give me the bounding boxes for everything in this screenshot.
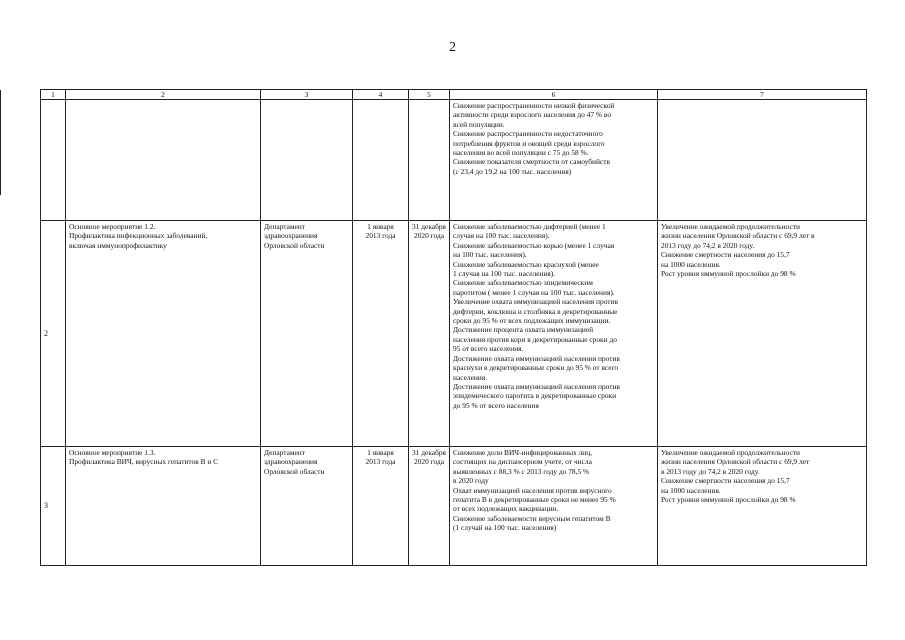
cell-text-line: Увеличение ожидаемой продолжительности: [661, 448, 800, 457]
executor-cell: [261, 100, 353, 221]
cell-text-line: Снижение заболеваемостью дифтерией (менее 1: [453, 222, 606, 231]
cell-text-line: населения против кори в декретированные сроки до: [453, 334, 617, 344]
cell-text-line: от всех подлежащих вакцинации.: [453, 504, 559, 514]
cell-text-line: до 95 % от всего населения: [453, 400, 539, 410]
row-number-cell: 3: [41, 447, 66, 566]
cell-text-line: в 2013 году до 74,2 в 2020 году.: [661, 466, 760, 476]
header-cell: 2: [66, 90, 261, 100]
cell-text-line: населения.: [453, 372, 488, 382]
cell-text-line: Основное мероприятие 1.3.: [69, 448, 156, 457]
cell-text-line: 31 декабря: [412, 222, 446, 231]
start-date-cell: [353, 100, 409, 221]
cell-text-line: 1 случая на 100 тыс. населения).: [453, 269, 556, 279]
cell-text-line: случая на 100 тыс. населения).: [453, 231, 550, 241]
cell-text-line: в 2020 году: [453, 476, 489, 486]
cell-text-line: потребления фруктов и овощей среди взрослого: [453, 138, 605, 148]
cell-text-line: Снижение заболеваемостью эпидемическим: [453, 278, 593, 288]
row-number-cell: [41, 100, 66, 221]
cell-text-line: Рост уровня иммунной прослойки до 98 %: [661, 269, 796, 279]
indicators-cell: [658, 100, 867, 221]
header-cell: 4: [353, 90, 409, 100]
cell-text-line: Основное мероприятие 1.2.: [69, 222, 156, 231]
table-row: [41, 221, 867, 447]
cell-text-line: Увеличение охвата иммунизацией населения против: [453, 297, 618, 307]
cell-text-line: 95 от всего населения.: [453, 344, 524, 354]
start-date-cell: [353, 447, 409, 566]
end-date-cell: [409, 221, 450, 447]
header-cell: 6: [450, 90, 658, 100]
cell-text-line: Департамент: [264, 222, 305, 231]
cell-text-line: Профилактика ВИЧ, вирусных гепатитов В и С: [69, 457, 219, 467]
event-cell: [66, 447, 261, 566]
results-cell: [450, 447, 658, 566]
cell-text-line: Снижение заболеваемости вирусным гепатитом В: [453, 513, 611, 523]
indicators-cell: [658, 221, 867, 447]
cell-text-line: Достижение процента охвата иммунизацией: [453, 325, 594, 335]
cell-text-line: 2013 года: [365, 457, 396, 467]
results-cell: [450, 100, 658, 221]
cell-text-line: активности среди взрослого населения до 47 % во: [453, 110, 612, 120]
cell-text-line: Снижение распространенности недостаточного: [453, 129, 603, 139]
indicators-cell: [658, 447, 867, 566]
cell-text-line: (1 случай на 100 тыс. населения): [453, 523, 557, 533]
header-row: [41, 90, 867, 100]
event-cell: [66, 100, 261, 221]
cell-text-line: Снижение заболеваемостью корью (менее 1 случая: [453, 240, 615, 250]
executor-cell: [261, 447, 353, 566]
cell-text-line: 2013 году до 74,2 в 2020 году.: [661, 240, 755, 250]
header-cell: 1: [41, 90, 66, 100]
cell-text-line: Снижение смертности населения до 15,7: [661, 476, 790, 486]
start-date-cell: [353, 221, 409, 447]
cell-text-line: дифтерии, коклюша и столбняка в декретированные: [453, 306, 618, 316]
cell-text-line: 2020 года: [414, 457, 444, 467]
cell-text-line: здравоохранения: [264, 457, 318, 467]
cell-text-line: здравоохранения: [264, 231, 318, 241]
cell-text-line: на 100 тыс. населения).: [453, 250, 527, 260]
cell-text-line: Департамент: [264, 448, 305, 457]
cell-text-line: состоящих на диспансерном учете, от числа: [453, 457, 592, 467]
cell-text-line: на 1000 населения.: [661, 485, 721, 495]
cell-text-line: паротитом ( менее 1 случая на 100 тыс. населения).: [453, 287, 615, 297]
end-date-cell: [409, 447, 450, 566]
cell-text-line: гепатита В в декретированные сроки не менее 95 %: [453, 495, 616, 505]
cell-text-line: Увеличение ожидаемой продолжительности: [661, 222, 800, 231]
page-number: 2: [449, 40, 456, 55]
cell-text-line: эпидемического паротита в декретированные сроки: [453, 391, 617, 401]
cell-text-line: всей популяции.: [453, 119, 505, 129]
results-cell: [450, 221, 658, 447]
cell-text-line: населения во всей популяции с 75 до 58 %.: [453, 148, 589, 158]
cell-text-line: Охват иммунизацией населения против вирусного: [453, 485, 612, 495]
cell-text-line: жизни населения Орловской области с 69,9 лет в: [661, 231, 815, 241]
cell-text-line: Снижение доли ВИЧ-инфицированных лиц,: [453, 448, 593, 457]
table-row: [41, 100, 867, 221]
executor-cell: [261, 221, 353, 447]
header-cell: 7: [658, 90, 867, 100]
cell-text-line: 31 декабря: [412, 448, 446, 457]
cell-text-line: 2020 года: [414, 231, 444, 241]
cell-text-line: Достижение охвата иммунизацией населения против: [453, 353, 620, 363]
cell-text-line: Снижение распространенности низкой физической: [453, 101, 615, 110]
end-date-cell: [409, 100, 450, 221]
cell-text-line: (с 23,4 до 19,2 на 100 тыс. населения): [453, 166, 572, 176]
program-table: [40, 89, 867, 566]
cell-text-line: Снижение смертности населения до 15,7: [661, 250, 790, 260]
cell-text-line: 1 января: [367, 448, 394, 457]
cell-text-line: Орловской области: [264, 240, 325, 250]
cell-text-line: Орловской области: [264, 466, 325, 476]
cell-text-line: на 1000 населения.: [661, 259, 721, 269]
cell-text-line: Достижение охвата иммунизацией населения против: [453, 381, 620, 391]
cell-text-line: 2013 года: [365, 231, 396, 241]
header-cell: 3: [261, 90, 353, 100]
cell-text-line: 1 января: [367, 222, 394, 231]
cell-text-line: Снижение показателя смертности от самоубийств: [453, 157, 610, 167]
row-number-cell: 2: [41, 221, 66, 447]
cell-text-line: сроки до 95 % от всех подлежащих иммунизации.: [453, 316, 611, 326]
margin-rule: [0, 90, 1, 195]
cell-text-line: выявленных с 88,3 % с 2013 году до 78,5 %: [453, 466, 590, 476]
cell-text-line: Снижение заболеваемостью краснухой (менее: [453, 259, 599, 269]
cell-text-line: краснухи в декретированные сроки до 95 % от всего: [453, 363, 619, 373]
cell-text-line: Профилактика инфекционных заболеваний,: [69, 231, 208, 241]
cell-text-line: включая иммунопрофилактику: [69, 240, 167, 250]
cell-text-line: жизни населения Орловской области с 69,9 лет: [661, 457, 810, 467]
header-cell: 5: [409, 90, 450, 100]
event-cell: [66, 221, 261, 447]
table-row: [41, 447, 867, 566]
cell-text-line: Рост уровня иммунной прослойки до 98 %: [661, 495, 796, 505]
